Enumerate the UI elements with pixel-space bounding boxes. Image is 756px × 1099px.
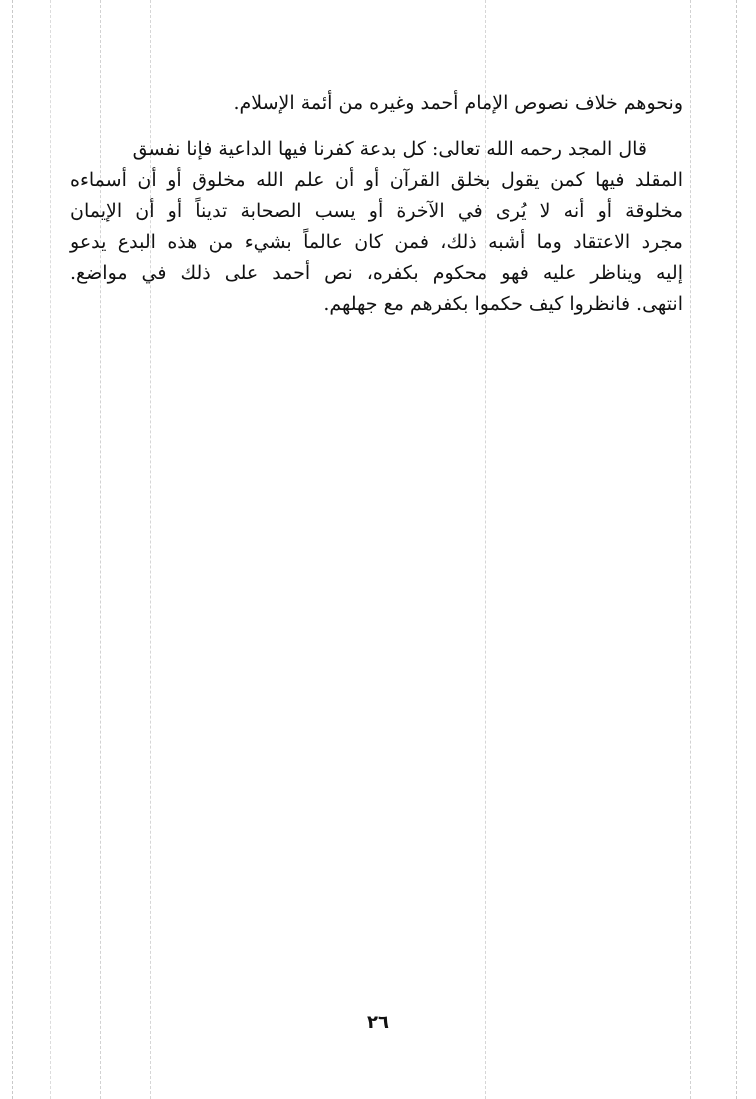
text-line: ونحوهم خلاف نصوص الإمام أحمد وغيره من أئمة الإسلام. <box>233 92 683 114</box>
column-guide-line <box>736 0 737 1099</box>
paragraph-2 <box>70 134 683 320</box>
column-guide-line <box>50 0 51 1099</box>
column-guide-line <box>12 0 13 1099</box>
text-line: إليه ويناظر عليه فهو محكوم بكفره، نص أحمد على ذلك في مواضع. <box>70 262 683 284</box>
page-number: ٢٦ <box>367 1012 389 1033</box>
text-line: مجرد الاعتقاد وما أشبه ذلك، فمن كان عالماً بشيء من هذه البدع يدعو <box>70 231 683 253</box>
text-line: مخلوقة أو أنه لا يُرى في الآخرة أو يسب الصحابة تديناً أو أن الإيمان <box>70 200 683 222</box>
paragraph-1 <box>70 88 683 119</box>
text-line: قال المجد رحمه الله تعالى: كل بدعة كفرنا فيها الداعية فإنا نفسق <box>132 138 647 160</box>
column-guide-line <box>690 0 691 1099</box>
text-line: المقلد فيها كمن يقول بخلق القرآن أو أن علم الله مخلوق أو أن أسماءه <box>70 169 683 191</box>
text-line: انتهى. فانظروا كيف حكموا بكفرهم مع جهلهم. <box>323 293 683 315</box>
